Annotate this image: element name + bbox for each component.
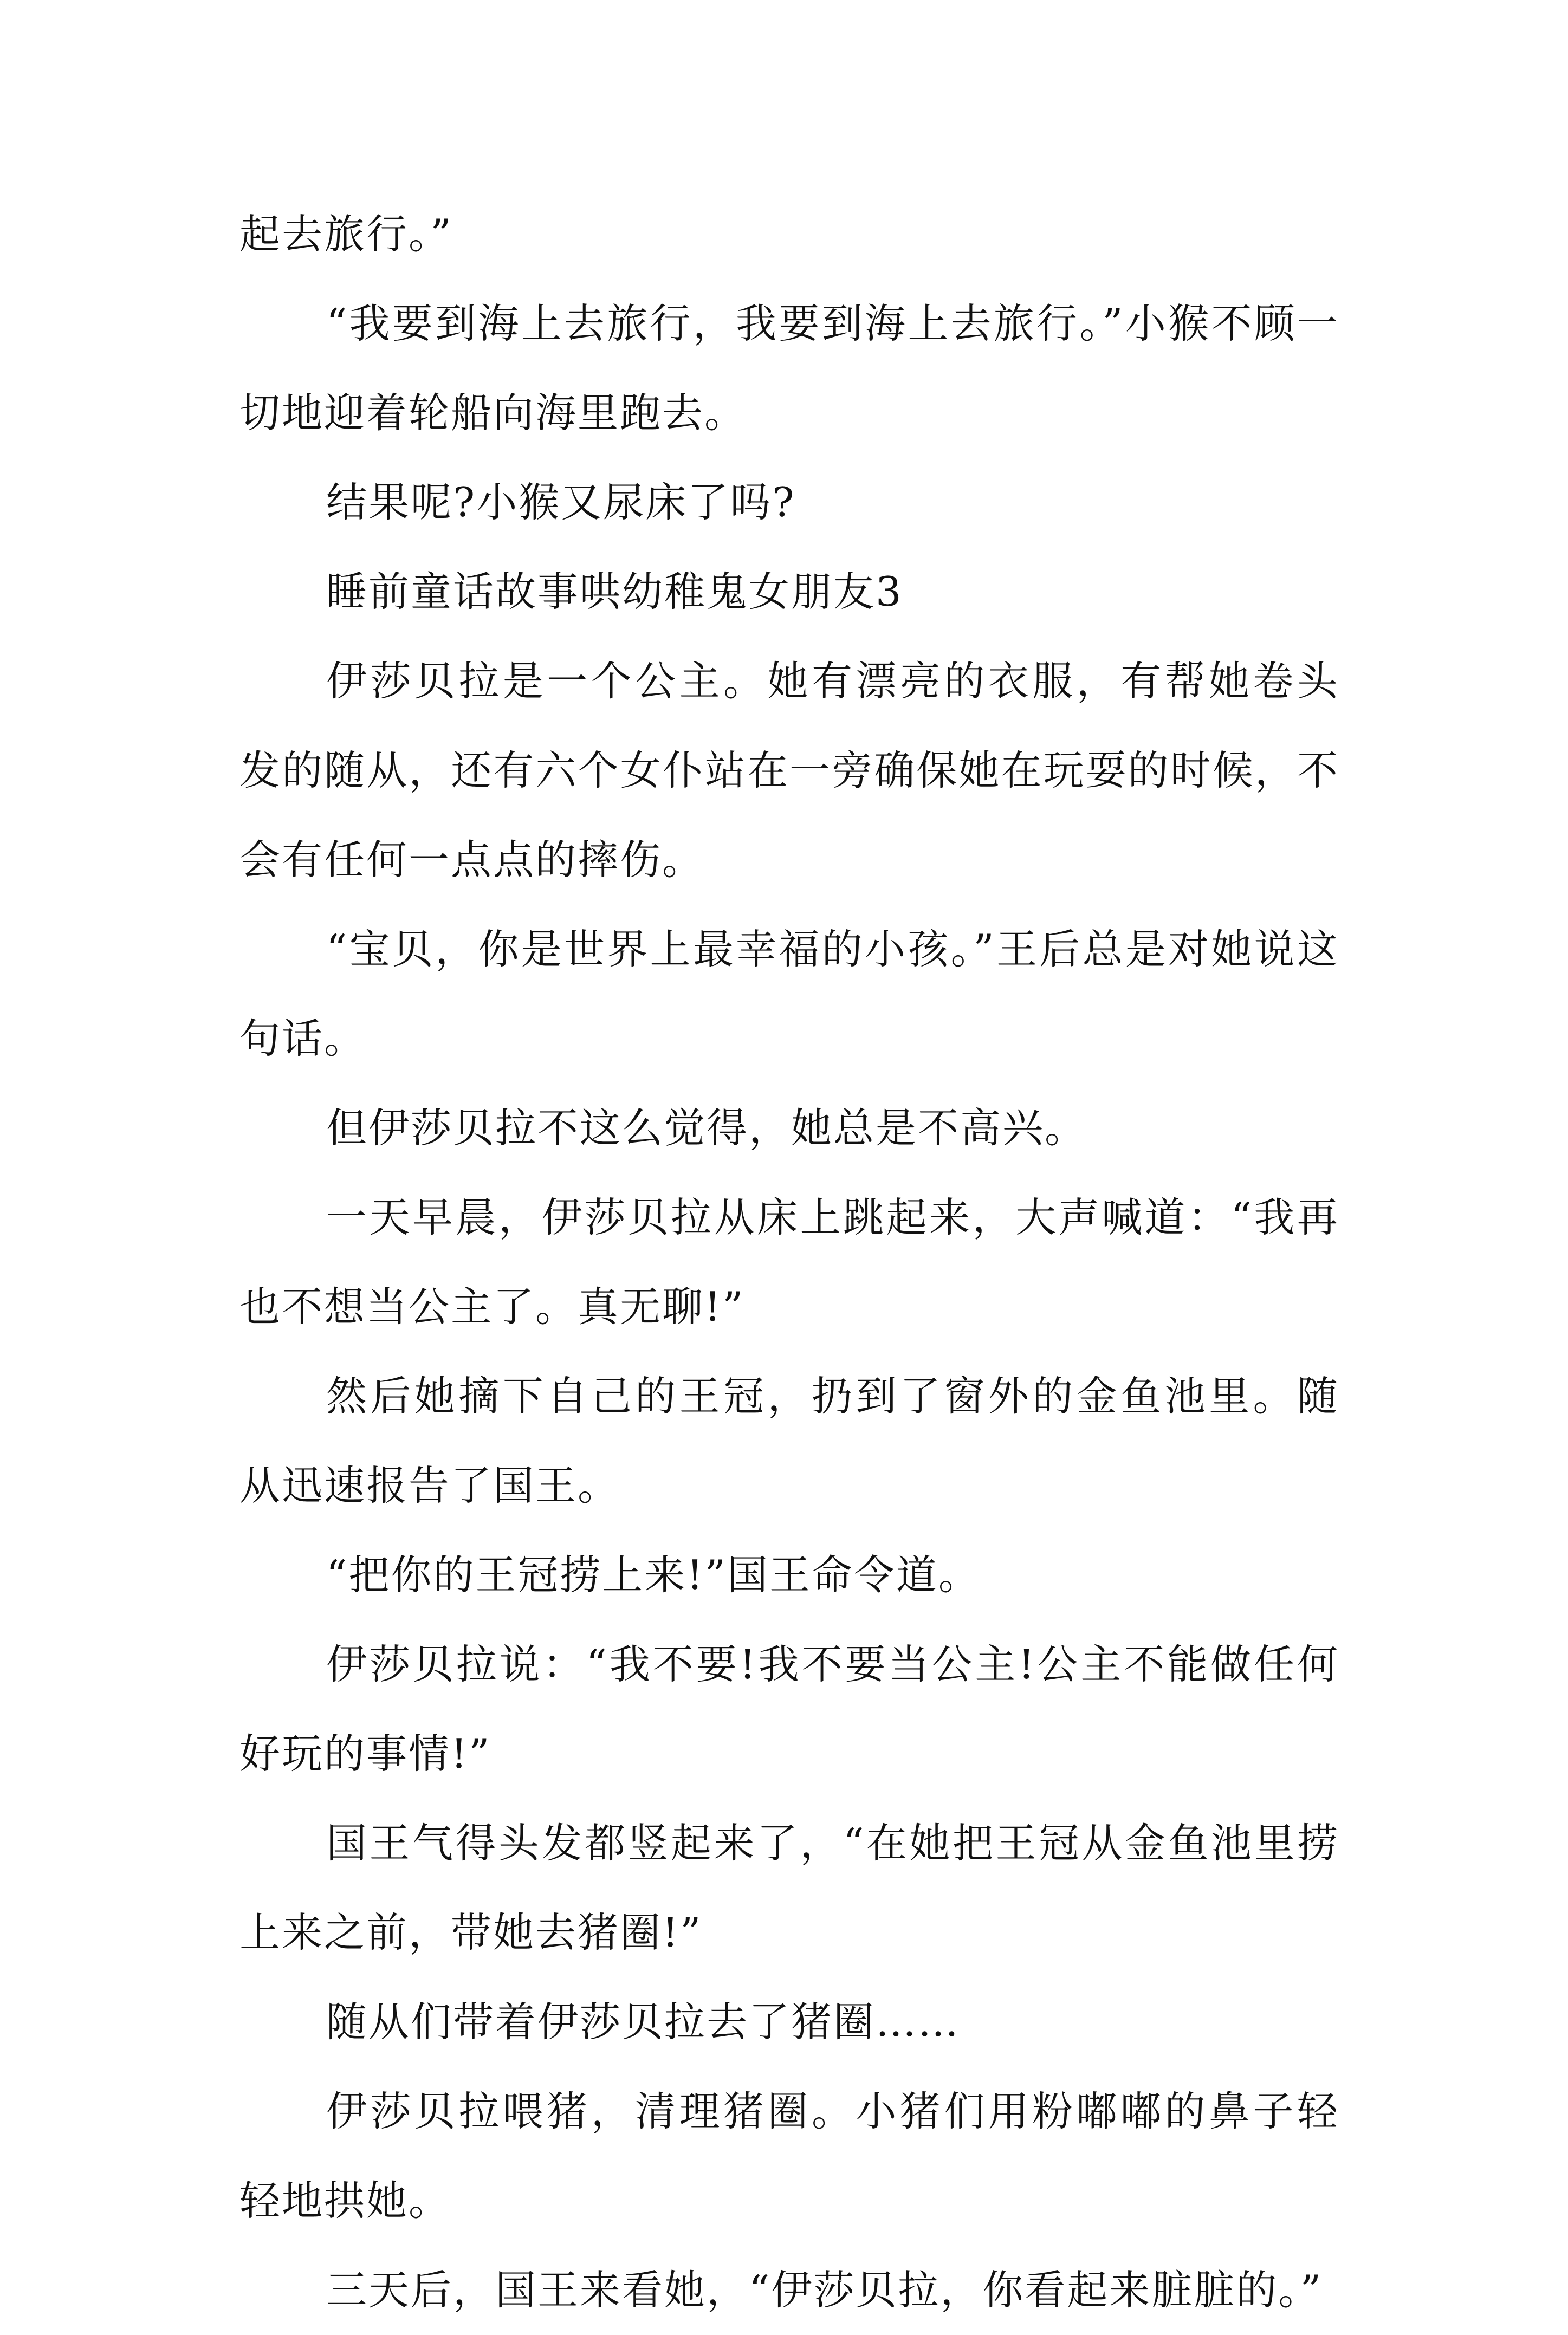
paragraph: 伊莎贝拉喂猪，清理猪圈。小猪们用粉嘟嘟的鼻子轻轻地拱她。 (239, 2087, 1339, 2224)
paragraph-continuation: 起去旅行。” (239, 210, 453, 258)
paragraph: 结果呢?小猴又尿床了吗? (326, 478, 796, 526)
paragraph: 随从们带着伊莎贝拉去了猪圈…… (326, 1998, 961, 2046)
paragraph: “宝贝，你是世界上最幸福的小孩。”王后总是对她说这句话。 (239, 925, 1339, 1062)
paragraph: “把你的王冠捞上来!”国王命令道。 (326, 1551, 981, 1599)
story-heading: 睡前童话故事哄幼稚鬼女朋友3 (326, 568, 903, 615)
paragraph: 一天早晨，伊莎贝拉从床上跳起来，大声喊道：“我再也不想当公主了。真无聊!” (239, 1194, 1339, 1331)
story-text (239, 190, 1339, 2335)
paragraph: 伊莎贝拉是一个公主。她有漂亮的衣服，有帮她卷头发的随从，还有六个女仆站在一旁确保她在玩耍的时候，不会有任何一点点的摔伤。 (239, 657, 1339, 884)
paragraph: 但伊莎贝拉不这么觉得，她总是不高兴。 (326, 1104, 1087, 1152)
paragraph: 伊莎贝拉说：“我不要!我不要当公主!公主不能做任何好玩的事情!” (239, 1640, 1339, 1778)
paragraph: 三天后，国王来看她，“伊莎贝拉，你看起来脏脏的。” (326, 2266, 1323, 2314)
paragraph: “我要到海上去旅行，我要到海上去旅行。”小猴不顾一切地迎着轮船向海里跑去。 (239, 300, 1339, 437)
paragraph: 然后她摘下自己的王冠，扔到了窗外的金鱼池里。随从迅速报告了国王。 (239, 1372, 1339, 1509)
paragraph: 国王气得头发都竖起来了，“在她把王冠从金鱼池里捞上来之前，带她去猪圈!” (239, 1819, 1339, 1956)
